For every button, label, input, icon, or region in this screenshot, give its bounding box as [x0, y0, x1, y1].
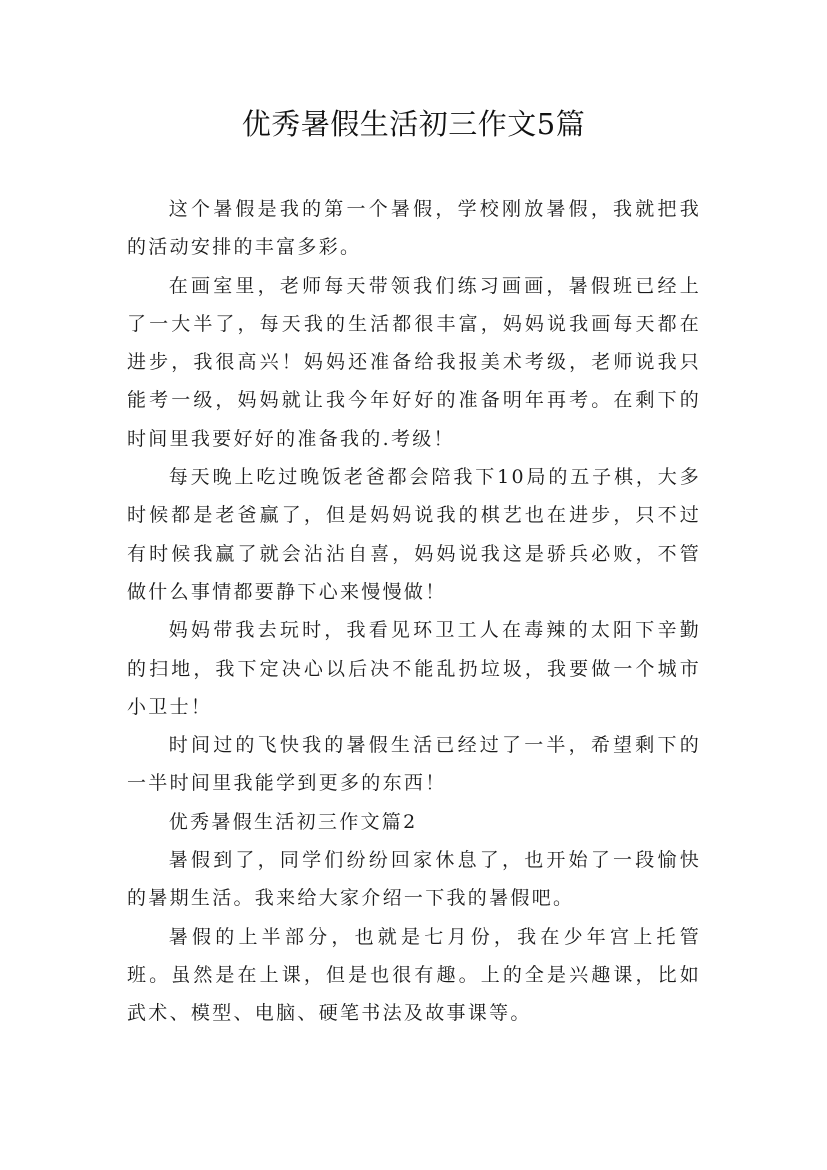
- paragraph-1: 这个暑假是我的第一个暑假，学校刚放暑假，我就把我的活动安排的丰富多彩。: [127, 198, 701, 259]
- paragraph-7: 暑假的上半部分，也就是七月份，我在少年宫上托管班。虽然是在上课，但是也很有趣。上的全是兴趣课，比如武术、模型、电脑、硬笔书法及故事课等。: [127, 925, 701, 1025]
- document-title: 优秀暑假生活初三作文5篇: [241, 107, 586, 141]
- paragraph-2: 在画室里，老师每天带领我们练习画画，暑假班已经上了一大半了，每天我的生活都很丰富，妈妈说我画每天都在进步，我很高兴！妈妈还准备给我报美术考级，老师说我只能考一级，妈妈就让我今年好好的准备明年再考。在剩下的时间里我要好好的准备我的.考级！: [127, 274, 701, 450]
- paragraph-6: 暑假到了，同学们纷纷回家休息了，也开始了一段愉快的暑期生活。我来给大家介绍一下我的暑假吧。: [127, 849, 701, 910]
- section-heading-2: 优秀暑假生活初三作文篇2: [168, 810, 418, 833]
- paragraph-4: 妈妈带我去玩时，我看见环卫工人在毒辣的太阳下辛勤的扫地，我下定决心以后决不能乱扔垃圾，我要做一个城市小卫士！: [127, 619, 701, 718]
- paragraph-5: 时间过的飞快我的暑假生活已经过了一半，希望剩下的一半时间里我能学到更多的东西！: [127, 734, 701, 795]
- paragraph-3: 每天晚上吃过晚饭老爸都会陪我下10局的五子棋，大多时候都是老爸赢了，但是妈妈说我的棋艺也在进步，只不过有时候我赢了就会沾沾自喜，妈妈说我这是骄兵必败，不管做什么事情都要静下心来慢慢做！: [127, 466, 701, 603]
- document-body: [127, 190, 701, 1033]
